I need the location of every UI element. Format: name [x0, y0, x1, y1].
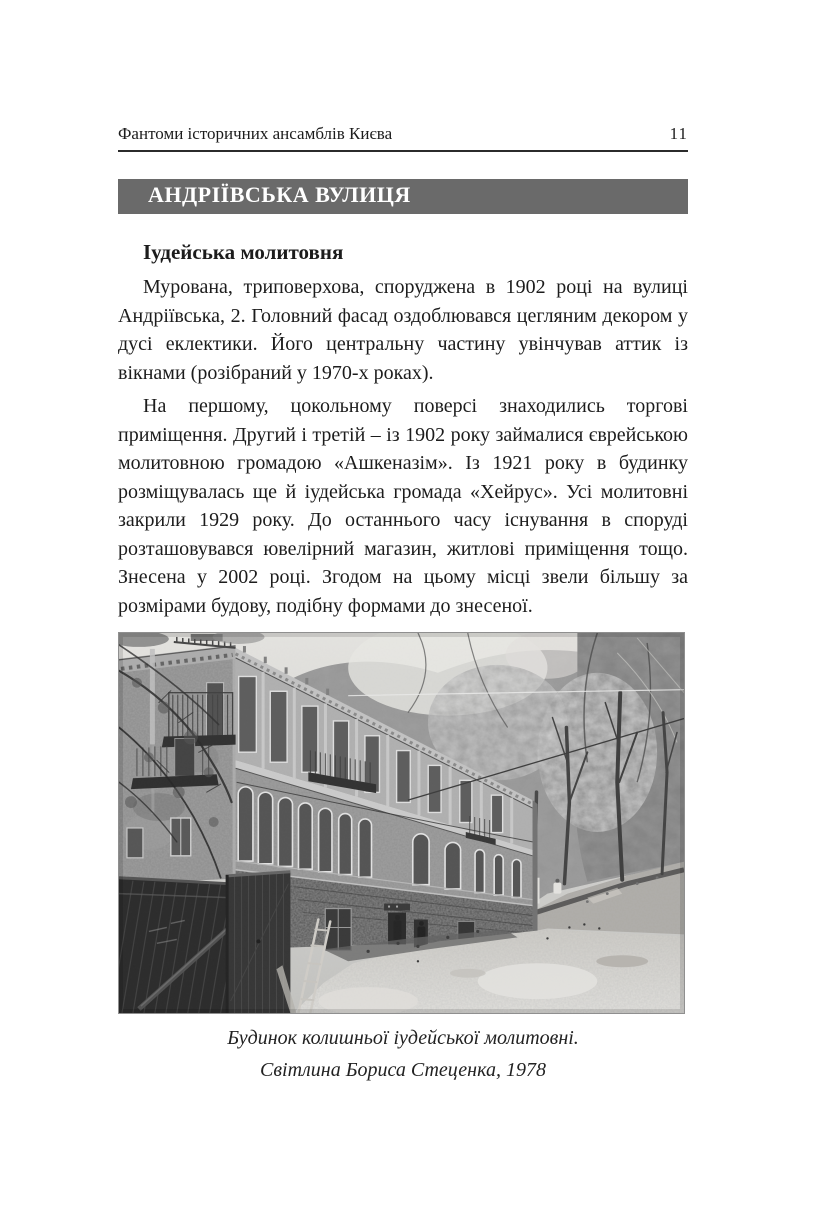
header-rule: [118, 150, 688, 152]
page-number: 11: [669, 124, 688, 143]
paragraph-1: Мурована, триповерхова, споруджена в 1902 році на вулиці Андріївська, 2. Головний фасад оздоблювався цегляним декором у дусі еклектики. Його центральну частину увінчував аттик із вікнами (розібраний у 1970-х роках).: [118, 276, 688, 384]
photo-illustration: [119, 633, 684, 1013]
caption-line-2: Світлина Бориса Стеценка, 1978: [260, 1059, 546, 1081]
page-content: [118, 124, 688, 1086]
section-banner-title: АНДРІЇВСЬКА ВУЛИЦЯ: [148, 182, 411, 207]
caption-line-1: Будинок колишньої іудейської молитовні.: [227, 1027, 579, 1049]
page-header: [118, 124, 688, 144]
figure: [118, 632, 688, 1086]
article-subtitle: Іудейська молитовня: [143, 240, 344, 264]
section-banner: [118, 179, 688, 214]
photo-former-prayer-house: [118, 632, 685, 1014]
running-header: Фантоми історичних ансамблів Києва: [118, 124, 393, 143]
paragraph-2: На першому, цокольному поверсі знаходились торгові приміщення. Другий і третій – із 1902 року займалися єврейською молитовною громадою «Ашкеназім». Із 1921 року в будинку розміщувалась ще й іудейська громада «Хейрус». Усі молитовні закрили 1929 року. До останнього часу існування в споруді розташовувався ювелірний магазин, житлові приміщення тощо. Знесена у 2002 році. Згодом на цьому місці звели більшу за розмірами будову, подібну формами до знесеної.: [118, 395, 688, 617]
figure-caption: [118, 1022, 688, 1086]
photo-grain: [119, 633, 684, 1013]
